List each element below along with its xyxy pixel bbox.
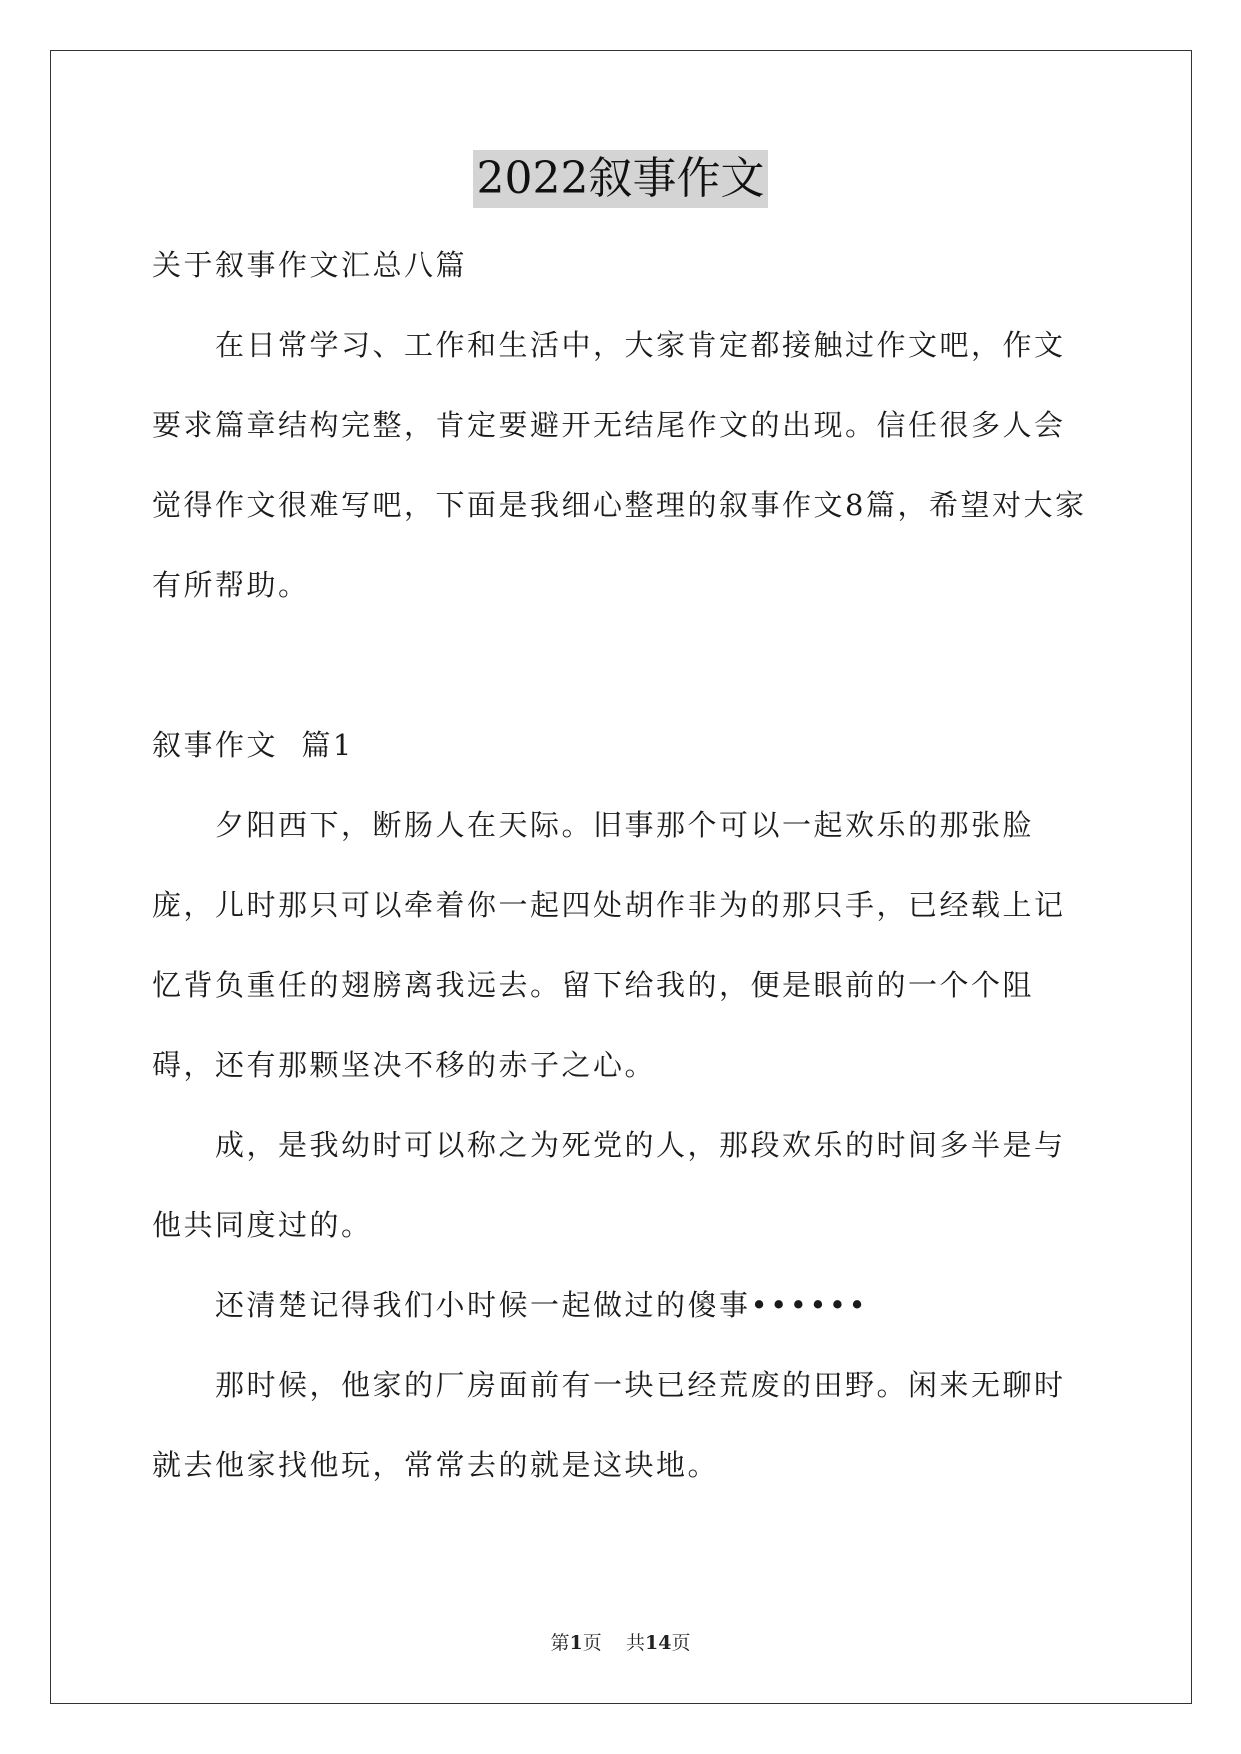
document-subtitle: 关于叙事作文汇总八篇	[152, 248, 468, 282]
body-paragraph-1: 夕阳西下，断肠人在天际。旧事那个可以一起欢乐的那张脸庞，儿时那只可以牵着你一起四处胡作非为的那只手，已经载上记忆背负重任的翅膀离我远去。留下给我的，便是眼前的一个个阻碍，还有那颗坚决不移的赤子之心。	[152, 808, 1066, 1082]
body-paragraph-3: 还清楚记得我们小时候一起做过的傻事••••••	[215, 1288, 869, 1322]
body-paragraph-2: 成，是我幼时可以称之为死党的人，那段欢乐的时间多半是与他共同度过的。	[152, 1128, 1066, 1242]
page-number: 1	[569, 1632, 583, 1654]
section-spacer	[152, 625, 1092, 705]
total-pages: 14	[644, 1632, 672, 1654]
title-container	[0, 150, 1241, 208]
page-footer	[0, 1628, 1241, 1655]
document-body	[152, 225, 1092, 1505]
body-paragraph-4: 那时候，他家的厂房面前有一块已经荒废的田野。闲来无聊时就去他家找他玩，常常去的就是这块地。	[152, 1368, 1066, 1482]
section-heading: 叙事作文 篇1	[152, 728, 354, 762]
intro-paragraph: 在日常学习、工作和生活中，大家肯定都接触过作文吧，作文要求篇章结构完整，肯定要避开无结尾作文的出现。信任很多人会觉得作文很难写吧，下面是我细心整理的叙事作文8篇，希望对大家有所帮助。	[152, 328, 1087, 602]
document-title: 2022叙事作文	[473, 150, 769, 208]
total-prefix: 共	[625, 1632, 645, 1654]
total-suffix: 页	[671, 1632, 691, 1654]
page-prefix: 第	[550, 1632, 570, 1654]
page-suffix: 页	[582, 1632, 602, 1654]
